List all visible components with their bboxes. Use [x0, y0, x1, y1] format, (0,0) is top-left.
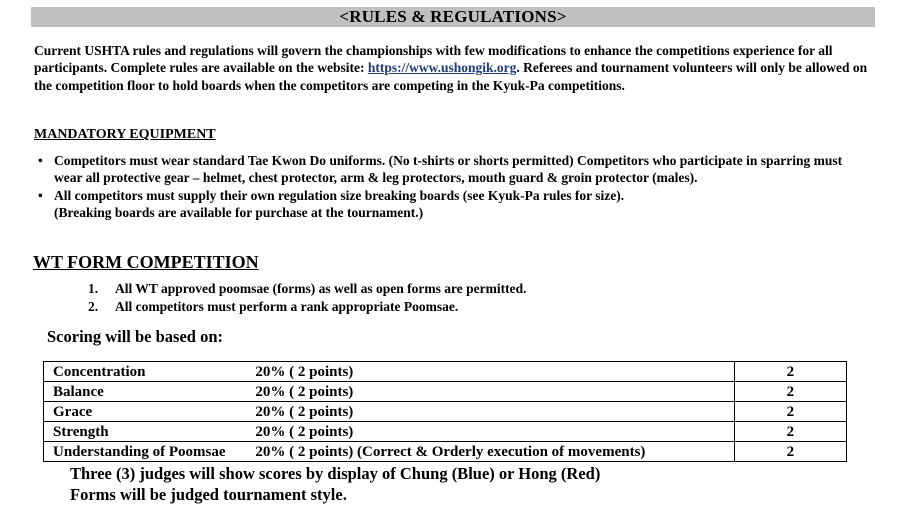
- criterion-cell: Understanding of Poomsae: [44, 442, 256, 462]
- equipment-item: [38, 187, 868, 222]
- list-number: 1.: [88, 281, 99, 296]
- points-cell: 2: [734, 402, 846, 422]
- points-cell: 2: [734, 422, 846, 442]
- equipment-item-note: (Breaking boards are available for purchase at the tournament.): [54, 205, 424, 221]
- rules-banner: [31, 7, 875, 27]
- criterion-cell: Grace: [44, 402, 256, 422]
- criterion-cell: Concentration: [44, 362, 256, 382]
- weight-cell: 20% ( 2 points): [255, 422, 734, 442]
- judging-notes: [70, 463, 600, 505]
- wt-form-item-text: All WT approved poomsae (forms) as well as open forms are permitted.: [115, 281, 527, 296]
- bullet-icon: •: [38, 187, 43, 203]
- website-link[interactable]: https://www.ushongik.org: [367, 60, 517, 76]
- equipment-item-text: All competitors must supply their own regulation size breaking boards (see Kyuk-Pa rules for size).: [54, 187, 625, 203]
- table-row: [44, 362, 847, 382]
- table-row: [44, 422, 847, 442]
- weight-cell: 20% ( 2 points): [255, 382, 734, 402]
- points-cell: 2: [734, 362, 846, 382]
- intro-text: Current USHTA rules and regulations will govern the championships with few modifications to enhance the competitions experience for all participants. Complete rules are available on the website:: [34, 43, 833, 76]
- judging-note-line: Forms will be judged tournament style.: [70, 485, 347, 504]
- table-row: [44, 442, 847, 462]
- equipment-item-text: Competitors must wear standard Tae Kwon Do uniforms. (No t-shirts or shorts permitted) Competitors who participate in sparring must wear all protective gear – helmet, chest protector, arm & leg protectors, mouth guard & groin protector (males).: [54, 153, 843, 186]
- wt-form-heading: WT FORM COMPETITION: [33, 252, 259, 272]
- points-cell: 2: [734, 382, 846, 402]
- list-number: 2.: [88, 298, 99, 314]
- scoring-label: Scoring will be based on:: [47, 327, 224, 346]
- wt-form-item: [88, 298, 788, 316]
- criterion-cell: Balance: [44, 382, 256, 402]
- equipment-item: [38, 152, 868, 187]
- weight-cell: 20% ( 2 points) (Correct & Orderly execution of movements): [255, 442, 734, 462]
- table-row: [44, 402, 847, 422]
- wt-form-item: [88, 280, 788, 298]
- judging-note-line: Three (3) judges will show scores by display of Chung (Blue) or Hong (Red): [70, 464, 601, 483]
- intro-paragraph: [34, 42, 884, 94]
- wt-form-item-text: All competitors must perform a rank appropriate Poomsae.: [115, 298, 459, 314]
- intro-text-continued: . Referees and tournament volunteers will only be allowed on the competition floor to hold boards when the competitors are competing in the Kyuk-Pa competitions.: [34, 60, 868, 93]
- points-cell: 2: [734, 442, 846, 462]
- rules-title: <RULES & REGULATIONS>: [339, 7, 567, 26]
- equipment-list: [38, 152, 868, 222]
- weight-cell: 20% ( 2 points): [255, 402, 734, 422]
- wt-form-list: [88, 280, 788, 315]
- table-row: [44, 382, 847, 402]
- bullet-icon: •: [38, 153, 43, 168]
- criterion-cell: Strength: [44, 422, 256, 442]
- mandatory-equipment-heading: MANDATORY EQUIPMENT: [34, 127, 216, 142]
- weight-cell: 20% ( 2 points): [255, 362, 734, 382]
- scoring-table: [43, 361, 847, 462]
